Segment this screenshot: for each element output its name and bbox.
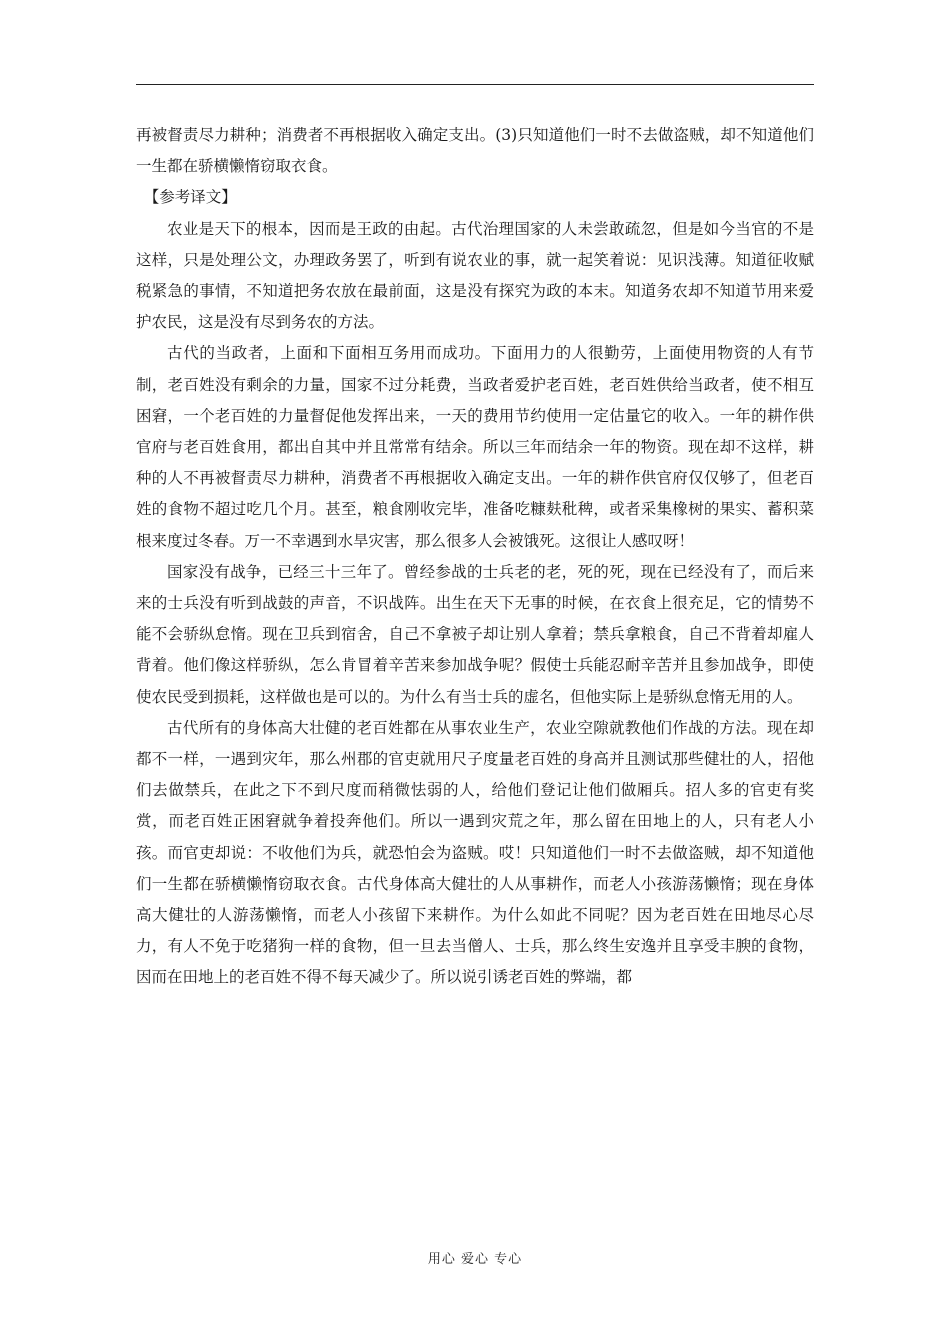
intro-paragraph: 再被督责尽力耕种；消费者不再根据收入确定支出。(3)只知道他们一时不去做盗贼，却不知道他们一生都在骄横懒惰窃取衣食。 <box>136 126 814 176</box>
paragraph-2: 古代的当政者，上面和下面相互务用而成功。下面用力的人很勤劳，上面使用物资的人有节制，老百姓没有剩余的力量，国家不过分耗费，当政者爱护老百姓，老百姓供给当政者，使不相互困窘，一个老百姓的力量督促他发挥出来，一天的费用节约使用一定估量它的收入。一年的耕作供官府与老百姓食用，都出自其中并且常常有结余。所以三年而结余一年的物资。现在却不这样，耕种的人不再被督责尽力耕种，消费者不再根据收入确定支出。一年的耕作供官府仅仅够了，但老百姓的食物不超过吃几个月。甚至，粮食刚收完毕，准备吃糠麸秕稗，或者采集橡树的果实、蓄积菜根来度过冬春。万一不幸遇到水旱灾害，那么很多人会被饿死。这很让人感叹呀！ <box>136 344 814 550</box>
page-footer: 用心 爱心 专心 <box>427 1252 523 1267</box>
header-rule <box>136 84 814 85</box>
paragraph-4: 古代所有的身体高大壮健的老百姓都在从事农业生产，农业空隙就教他们作战的方法。现在却都不一样，一遇到灾年，那么州郡的官吏就用尺子度量老百姓的身高并且测试那些健壮的人，招他们去做禁兵，在此之下不到尺度而稍微怯弱的人，给他们登记让他们做厢兵。招人多的官吏有奖赏，而老百姓正困窘就争着投奔他们。所以一遇到灾荒之年，那么留在田地上的人，只有老人小孩。而官吏却说：不收他们为兵，就恐怕会为盗贼。哎！只知道他们一时不去做盗贼，却不知道他们一生都在骄横懒惰窃取衣食。古代身体高大健壮的人从事耕作，而老人小孩游荡懒惰；现在身体高大健壮的人游荡懒惰，而老人小孩留下来耕作。为什么如此不同呢？因为老百姓在田地尽心尽力，有人不免于吃猪狗一样的食物，但一旦去当僧人、士兵，那么终生安逸并且享受丰腴的食物，因而在田地上的老百姓不得不每天减少了。所以说引诱老百姓的弊端，都 <box>136 718 814 987</box>
paragraph-1: 农业是天下的根本，因而是王政的由起。古代治理国家的人未尝敢疏忽，但是如今当官的不是这样，只是处理公文，办理政务罢了，听到有说农业的事，就一起笑着说：见识浅薄。知道征收赋税紧急的事情，不知道把务农放在最前面，这是没有探究为政的本末。知道务农却不知道节用来爱护农民，这是没有尽到务农的方法。 <box>136 219 814 332</box>
section-label: 【参考译文】 <box>143 188 237 207</box>
paragraph-3: 国家没有战争，已经三十三年了。曾经参战的士兵老的老，死的死，现在已经没有了，而后来来的士兵没有听到战鼓的声音，不识战阵。出生在天下无事的时候，在衣食上很充足，它的情势不能不会骄纵怠惰。现在卫兵到宿舍，自己不拿被子却让别人拿着；禁兵拿粮食，自己不背着却雇人背着。他们像这样骄纵，怎么肯冒着辛苦来参加战争呢？假使士兵能忍耐辛苦并且参加战争，即使使农民受到损耗，这样做也是可以的。为什么有当士兵的虚名，但他实际上是骄纵怠惰无用的人。 <box>136 562 814 706</box>
document-body <box>136 120 814 994</box>
